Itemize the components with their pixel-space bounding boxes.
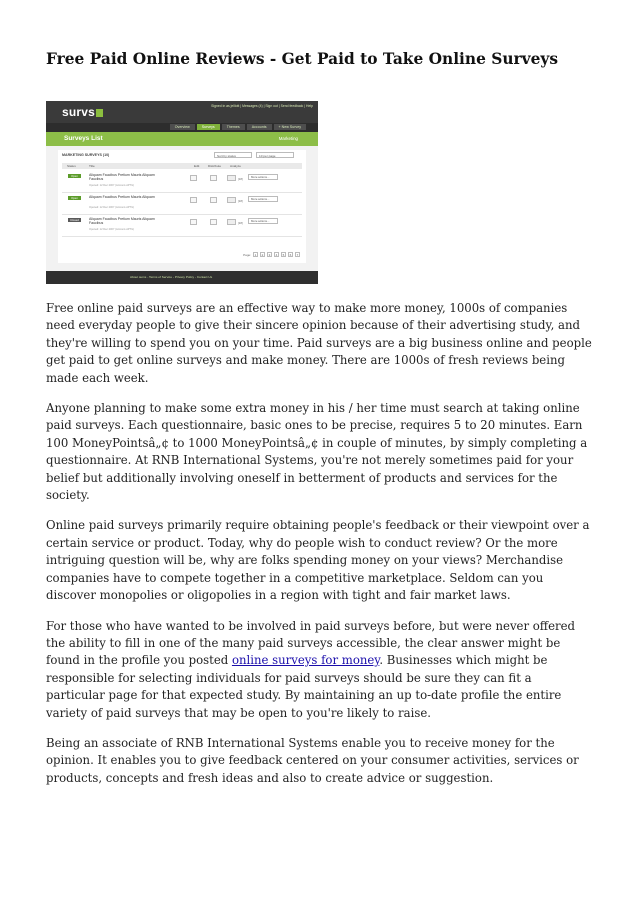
distribute-icon bbox=[210, 175, 217, 181]
logo-text: survs bbox=[62, 105, 96, 119]
tab-themes: Themes bbox=[222, 124, 245, 130]
online-surveys-link[interactable]: online surveys for money bbox=[231, 653, 380, 668]
screenshot-nav bbox=[46, 123, 318, 132]
distribute-icon bbox=[210, 197, 217, 203]
paragraph-2: Anyone planning to make some extra money in his / her time must search at taking online paid surveys. Each questionnaire, basic ones to be precise, requires 5 to 20 minutes. Earn 100 MoneyPointsâ„¢ to 1000 MoneyPointsâ„¢ in couple of minutes, by simply completing a questionnaire. At RNB International Systems, you're not merely sometimes paid for your belief but additionally involving oneself in betterment of products and services for the society. bbox=[46, 401, 588, 503]
survey-screenshot bbox=[46, 101, 318, 284]
edit-icon bbox=[190, 219, 197, 225]
page-5: 5 bbox=[282, 253, 285, 257]
distribute-icon bbox=[210, 219, 217, 225]
analyze-icon bbox=[227, 197, 236, 203]
paragraph-5: Being an associate of RNB International Systems enable you to receive money for the opinion. It enables you to give feedback centered on your consumer activities, services or products, concepts and fresh ideas and also to create advice or suggestion. bbox=[46, 735, 579, 785]
col-distribute: Distribute bbox=[208, 164, 222, 168]
response-count: [18] bbox=[238, 199, 243, 203]
paragraph-4-after: . Businesses which might be responsible for selecting individuals for paid surveys should be sure they can fit a particular page for that expected study. By maintaining an up to-date profile the entire variety of paid surveys that may be open to you're likely to raise. bbox=[46, 653, 562, 720]
logo-mark-icon bbox=[96, 109, 103, 117]
screenshot-footer bbox=[46, 271, 318, 284]
table-row bbox=[62, 215, 302, 237]
row-title: Aliquam Faucibus Pretium Mauris Aliquam Faucibus bbox=[89, 217, 155, 226]
edit-icon bbox=[190, 197, 197, 203]
surveys-list-bar bbox=[46, 132, 318, 146]
surveys-list-group: Marketing bbox=[278, 136, 298, 141]
response-count: [18] bbox=[238, 177, 243, 181]
more-actions-select: More actions... bbox=[248, 196, 278, 202]
row-subtitle: Opened: 12 Dec 2007 (Account-APTG) bbox=[89, 228, 135, 231]
tab-overview: Overview bbox=[170, 124, 195, 130]
status-badge: Open bbox=[68, 196, 81, 200]
page-6: 6 bbox=[289, 253, 292, 257]
tab-surveys: Surveys bbox=[197, 124, 220, 130]
page-title: Free Paid Online Reviews - Get Paid to Take Online Surveys bbox=[46, 50, 558, 68]
per-page-select: 10 per page bbox=[256, 152, 294, 158]
status-badge: Closed bbox=[68, 218, 81, 222]
row-title: Aliquam Faucibus Pretium Mauris Aliquam bbox=[89, 195, 155, 199]
paragraph-1: Free online paid surveys are an effective way to make more money, 1000s of companies need everyday people to give their sincere opinion because of their advertising study, and they're willing to spend you on your time. Paid surveys are a big business online and people get paid to get online surveys and make money. There are 1000s of fresh reviews being made each week. bbox=[46, 301, 592, 385]
table-row bbox=[62, 193, 302, 215]
pagination bbox=[243, 252, 300, 257]
article-body bbox=[46, 300, 594, 800]
table-row bbox=[62, 171, 302, 193]
paragraph-3: Online paid surveys primarily require obtaining people's feedback or their viewpoint over a certain service or product. Today, why do people wish to conduct review? Or the more intriguing question will be, why are folks spending money on your views? Merchandise companies have to compete together in a competitive marketplace. Seldom can you discover monopolies or oligopolies in a region with tight and fair market laws. bbox=[46, 518, 590, 603]
more-actions-select: More actions... bbox=[248, 174, 278, 180]
footer-links: About survs - Terms of Service - Privacy Policy - Contact Us bbox=[130, 275, 213, 279]
paragraph-4 bbox=[46, 618, 594, 722]
more-actions-select: More actions... bbox=[248, 218, 278, 224]
analyze-icon bbox=[227, 219, 236, 225]
edit-icon bbox=[190, 175, 197, 181]
analyze-icon bbox=[227, 175, 236, 181]
surveys-list-title: Surveys List bbox=[64, 135, 103, 142]
surveys-count: MARKETING SURVEYS (10) bbox=[62, 153, 110, 157]
survs-logo bbox=[62, 105, 103, 119]
page-2: 2 bbox=[261, 253, 264, 257]
paragraph-4-before: For those who have wanted to be involved in paid surveys before, but were never offered the ability to fill in one of the many paid surveys accessible, the clear answer might be found in the profile you posted bbox=[46, 618, 576, 668]
tab-new-survey: + New Survey bbox=[274, 124, 306, 130]
col-status: Status bbox=[67, 164, 76, 168]
table-header bbox=[62, 163, 302, 169]
row-subtitle: Opened: 12 Dec 2007 (Account-APTG) bbox=[89, 184, 135, 187]
screenshot-header bbox=[46, 101, 318, 123]
page-4: 4 bbox=[275, 253, 278, 257]
page-1: 1 bbox=[254, 253, 257, 257]
surveys-table bbox=[58, 150, 306, 263]
row-subtitle: Opened: 12 Dec 2007 (Account-APTG) bbox=[89, 206, 135, 209]
col-analyze: Analyze bbox=[230, 164, 242, 168]
pager-label: Page: bbox=[243, 252, 251, 257]
response-count: [18] bbox=[238, 221, 243, 225]
col-title: Title bbox=[89, 164, 95, 168]
status-badge: Open bbox=[68, 174, 81, 178]
col-edit: Edit bbox=[194, 164, 200, 168]
page-7: 7 bbox=[296, 253, 299, 257]
page-3: 3 bbox=[268, 253, 271, 257]
screenshot-top-links: Signed in as jelliott | Messages (4) | Sign out | Send feedback | Help bbox=[211, 104, 313, 108]
row-title: Aliquam Faucibus Pretium Mauris Aliquam Faucibus bbox=[89, 173, 155, 182]
sort-select: Sort by status bbox=[214, 152, 252, 158]
tab-accounts: Accounts bbox=[247, 124, 272, 130]
